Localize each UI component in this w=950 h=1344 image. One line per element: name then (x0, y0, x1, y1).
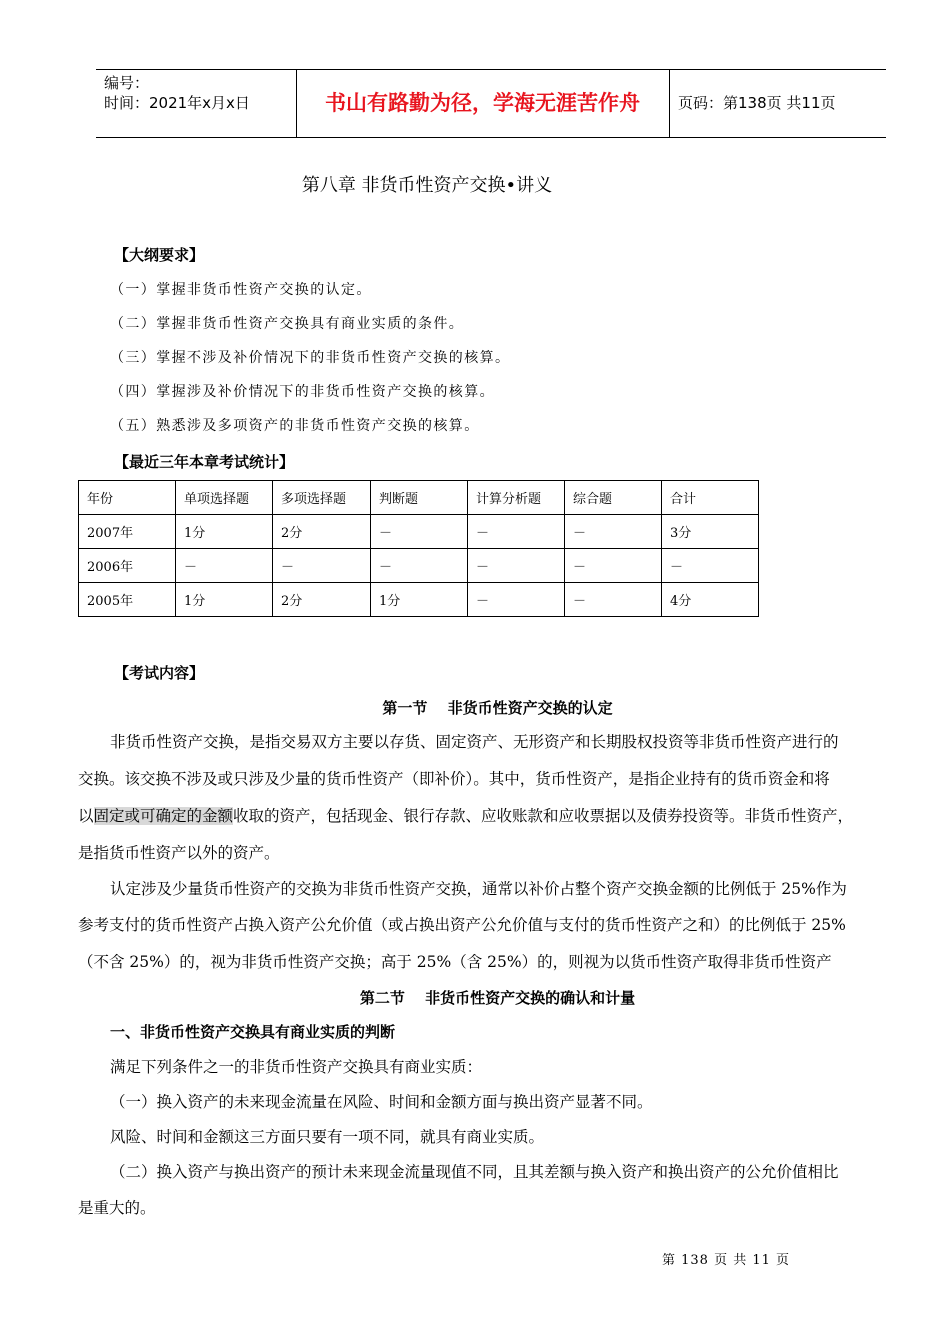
page-footer: 第 138 页 共 11 页 (662, 1253, 791, 1268)
table-cell: － (565, 583, 662, 617)
para1-line3 (78, 804, 853, 826)
para5: 风险、时间和金额这三方面只要有一项不同，就具有商业实质。 (110, 1128, 545, 1146)
table-header-cell: 年份 (79, 481, 176, 515)
table-header-cell: 计算分析题 (468, 481, 565, 515)
outline-item-4: （四）掌握涉及补价情况下的非货币性资产交换的核算。 (110, 384, 495, 400)
table-cell: － (565, 515, 662, 549)
para3: 满足下列条件之一的非货币性资产交换具有商业实质： (110, 1058, 483, 1076)
header-left-cell (96, 70, 297, 137)
outline-heading: 【大纲要求】 (114, 246, 205, 264)
table-cell: － (565, 549, 662, 583)
highlighted-phrase: 固定或可确定的金额 (93, 807, 234, 825)
table-cell: 1分 (176, 515, 273, 549)
table-cell: － (371, 515, 468, 549)
section2-title-text: 第二节 非货币性资产交换的确认和计量 (359, 989, 636, 1007)
table-row (79, 515, 759, 549)
table-cell: 4分 (662, 583, 759, 617)
document-title-text: 第八章 非货币性资产交换•讲义 (301, 175, 553, 196)
table-cell: － (468, 549, 565, 583)
section1-title-text: 第一节 非货币性资产交换的认定 (382, 699, 613, 717)
table-row (79, 549, 759, 583)
para2-line3: （不含 25%）的，视为非货币性资产交换；高于 25%（含 25%）的，则视为以货币性资产取得非货币性资产 (78, 953, 832, 971)
table-header-cell: 多项选择题 (273, 481, 371, 515)
table-header-cell: 合计 (662, 481, 759, 515)
para4: （一）换入资产的未来现金流量在风险、时间和金额方面与换出资产显著不同。 (110, 1093, 653, 1111)
outline-item-5: （五）熟悉涉及多项资产的非货币性资产交换的核算。 (110, 418, 480, 434)
section2-title (0, 987, 950, 1008)
table-header-cell: 单项选择题 (176, 481, 273, 515)
table-cell: － (176, 549, 273, 583)
para2-line1: 认定涉及少量货币性资产的交换为非货币性资产交换，通常以补价占整个资产交换金额的比例低于 25%作为 (110, 880, 847, 898)
para1-line2: 交换。该交换不涉及或只涉及少量的货币性资产（即补价）。其中，货币性资产，是指企业持有的货币资金和将 (78, 770, 830, 788)
para1-line4: 是指货币性资产以外的资产。 (78, 844, 280, 862)
document-title (0, 171, 950, 197)
table-cell: 1分 (371, 583, 468, 617)
header-motto: 书山有路勤为径，学海无涯苦作舟 (296, 70, 670, 137)
table-cell: － (662, 549, 759, 583)
outline-item-1: （一）掌握非货币性资产交换的认定。 (110, 282, 372, 298)
table-cell: － (273, 549, 371, 583)
table-cell: － (468, 583, 565, 617)
table-header-cell: 判断题 (371, 481, 468, 515)
para1-line1: 非货币性资产交换，是指交易双方主要以存货、固定资产、无形资产和长期股权投资等非货币性资产进行的 (110, 733, 839, 751)
table-cell: 2006年 (79, 549, 176, 583)
subsection1-title: 一、非货币性资产交换具有商业实质的判断 (110, 1023, 396, 1041)
outline-item-2: （二）掌握非货币性资产交换具有商业实质的条件。 (110, 316, 465, 332)
para6-line1: （二）换入资产与换出资产的预计未来现金流量现值不同，且其差额与换入资产和换出资产的公允价值相比 (110, 1163, 839, 1181)
page-header (96, 69, 886, 138)
para1-line3-start: 以 (78, 807, 94, 825)
table-cell: － (371, 549, 468, 583)
exam-stats-table (78, 480, 759, 617)
table-header-row (79, 481, 759, 515)
header-time: 时间：2021年x月x日 (104, 94, 250, 112)
para6-line2: 是重大的。 (78, 1199, 156, 1217)
table-cell: － (468, 515, 565, 549)
table-header-cell: 综合题 (565, 481, 662, 515)
para2-line2: 参考支付的货币性资产占换入资产公允价值（或占换出资产公允价值与支付的货币性资产之和）的比例低于 25% (78, 916, 846, 934)
outline-item-3: （三）掌握不涉及补价情况下的非货币性资产交换的核算。 (110, 350, 511, 366)
table-cell: 2分 (273, 515, 371, 549)
table-cell: 3分 (662, 515, 759, 549)
para1-line3-end: 收取的资产，包括现金、银行存款、应收账款和应收票据以及债券投资等。非货币性资产， (233, 807, 854, 825)
section1-title (0, 697, 950, 718)
table-cell: 2分 (273, 583, 371, 617)
content-heading: 【考试内容】 (114, 664, 205, 682)
table-cell: 1分 (176, 583, 273, 617)
header-page-info: 页码：第138页 共11页 (678, 94, 836, 112)
table-cell: 2007年 (79, 515, 176, 549)
table-cell: 2005年 (79, 583, 176, 617)
table-row (79, 583, 759, 617)
header-bianhao: 编号： (104, 74, 150, 92)
stats-heading: 【最近三年本章考试统计】 (114, 453, 295, 471)
